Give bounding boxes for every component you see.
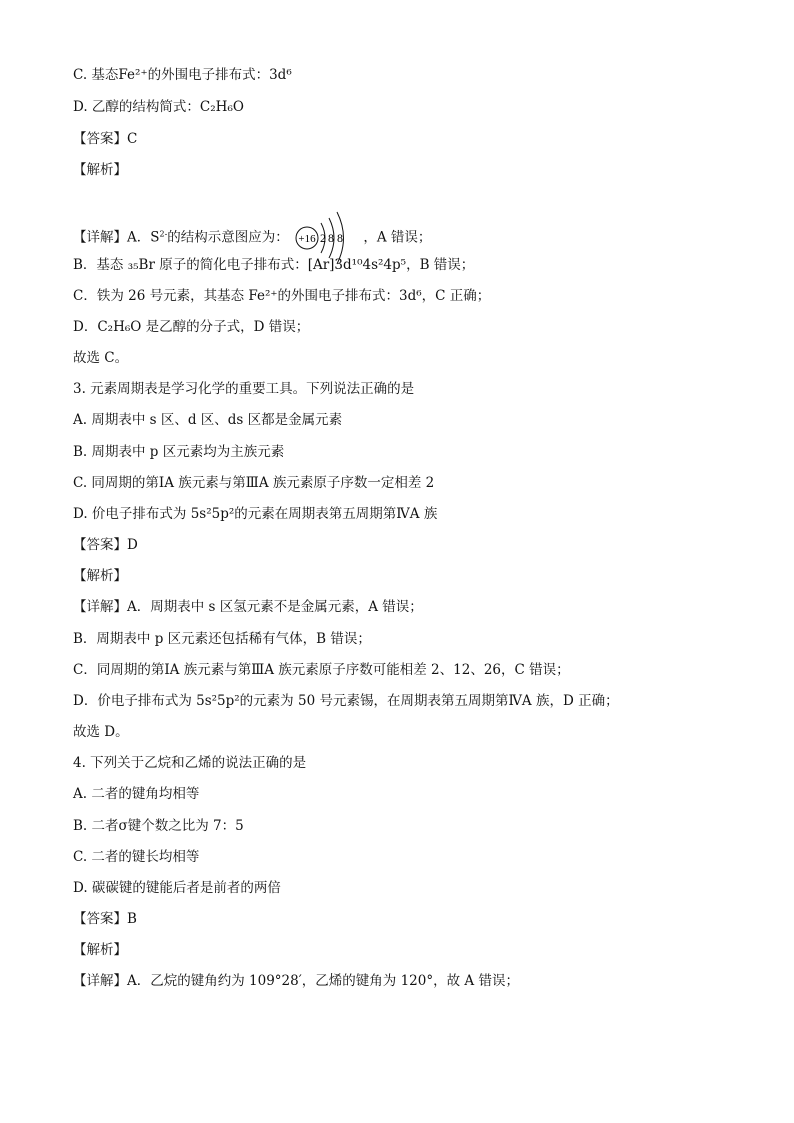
q4-option-c: C. 二者的键长均相等 xyxy=(73,849,200,865)
q3-conclusion: 故选 D。 xyxy=(73,724,129,740)
q3-detail-d: D．价电子排布式为 5s²5p²的元素为 50 号元素锡，在周期表第五周期第ⅣA 族，D 正确； xyxy=(73,693,619,709)
q3-option-d: D. 价电子排布式为 5s²5p²的元素在周期表第五周期第ⅣA 族 xyxy=(73,506,438,522)
shell-electrons-1: 2 xyxy=(320,231,327,245)
q2-option-c: C. 基态Fe²⁺的外围电子排布式：3d⁶ xyxy=(73,67,292,83)
q2-detail-a-pre: 【详解】A．S xyxy=(73,229,160,246)
q3-analysis-heading: 【解析】 xyxy=(73,568,127,584)
q3-answer: 【答案】D xyxy=(73,537,138,553)
q2-detail-a-mid: 的结构示意图应为： xyxy=(167,229,289,246)
q2-option-d: D. 乙醇的结构简式：C₂H₆O xyxy=(73,99,244,115)
q3-detail-a: 【详解】A．周期表中 s 区氢元素不是金属元素，A 错误； xyxy=(73,599,423,615)
q4-option-a: A. 二者的键角均相等 xyxy=(73,786,200,802)
q2-analysis-heading: 【解析】 xyxy=(73,162,127,178)
q2-conclusion: 故选 C。 xyxy=(73,350,129,366)
q2-detail-c: C．铁为 26 号元素，其基态 Fe²⁺的外围电子排布式：3d⁶，C 正确； xyxy=(73,288,491,304)
q3-detail-c: C．同周期的第ⅠA 族元素与第ⅢA 族元素原子序数可能相差 2、12、26，C 错误； xyxy=(73,662,570,678)
q3-detail-b: B．周期表中 p 区元素还包括稀有气体，B 错误； xyxy=(73,631,371,647)
q2-ion-charge: 2- xyxy=(159,229,168,239)
q2-answer: 【答案】C xyxy=(73,131,138,147)
q2-detail-d: D．C₂H₆O 是乙醇的分子式，D 错误； xyxy=(73,319,310,335)
q3-option-b: B. 周期表中 p 区元素均为主族元素 xyxy=(73,444,285,460)
q4-analysis-heading: 【解析】 xyxy=(73,942,127,958)
q3-option-c: C. 同周期的第ⅠA 族元素与第ⅢA 族元素原子序数一定相差 2 xyxy=(73,475,435,491)
q4-option-d: D. 碳碳键的键能后者是前者的两倍 xyxy=(73,880,281,896)
q4-option-b: B. 二者σ键个数之比为 7：5 xyxy=(73,818,244,834)
q4-detail-a: 【详解】A．乙烷的键角约为 109°28′，乙烯的键角为 120°，故 A 错误； xyxy=(73,973,519,989)
q2-detail-a-post: ，A 错误； xyxy=(363,229,432,246)
q3-stem: 3. 元素周期表是学习化学的重要工具。下列说法正确的是 xyxy=(73,381,415,397)
q4-stem: 4. 下列关于乙烷和乙烯的说法正确的是 xyxy=(73,755,307,771)
q2-detail-b: B．基态 ₃₅Br 原子的简化电子排布式：[Ar]3d¹⁰4s²4p⁵，B 错误； xyxy=(73,257,475,273)
shell-electrons-3: 8 xyxy=(337,231,344,245)
shell-electrons-2: 8 xyxy=(328,231,335,245)
q4-answer: 【答案】B xyxy=(73,911,137,927)
q3-option-a: A. 周期表中 s 区、d 区、ds 区都是金属元素 xyxy=(73,412,343,428)
nucleus-charge: +16 xyxy=(298,233,316,245)
